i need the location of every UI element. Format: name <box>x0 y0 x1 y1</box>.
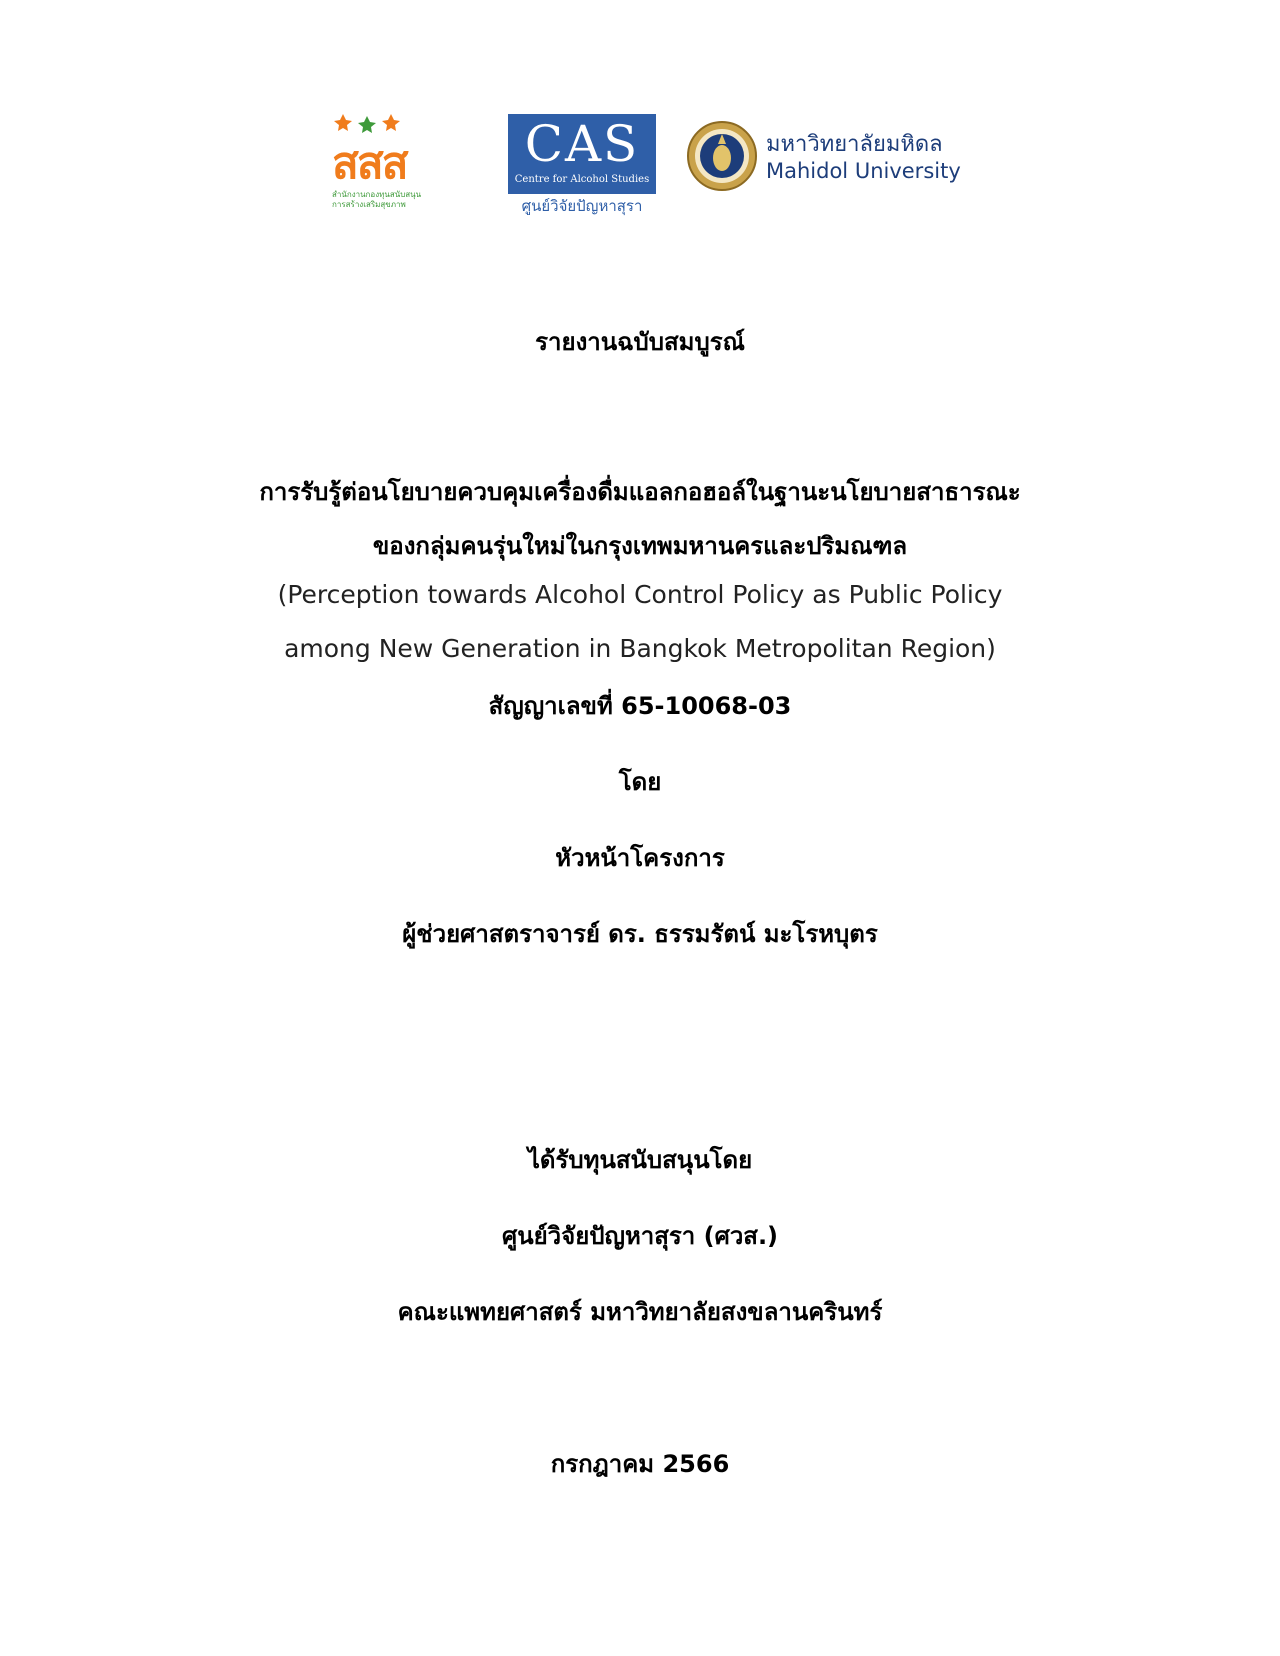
thaihealth-subtitle-line2: การสร้างเสริมสุขภาพ <box>332 200 406 209</box>
contract-number: สัญญาเลขที่ 65-10068-03 <box>488 692 792 720</box>
logo-strip <box>330 108 1010 228</box>
mahidol-logo <box>686 120 986 200</box>
funder-name: ศูนย์วิจัยปัญหาสุรา (ศวส.) <box>501 1222 779 1250</box>
title-thai-line1: การรับรู้ต่อนโยบายควบคุมเครื่องดื่มแอลกอฮอล์ในฐานะนโยบายสาธารณะ <box>259 478 1021 506</box>
funded-by-label: ได้รับทุนสนับสนุนโดย <box>527 1146 753 1174</box>
cas-logo <box>508 114 656 224</box>
thaihealth-wordmark: สสส <box>332 138 407 189</box>
funder-faculty: คณะแพทยศาสตร์ มหาวิทยาลัยสงขลานครินทร์ <box>397 1298 883 1326</box>
mahidol-thai-name: มหาวิทยาลัยมหิดล <box>766 132 943 157</box>
report-type: รายงานฉบับสมบูรณ์ <box>535 328 745 356</box>
report-date: กรกฎาคม 2566 <box>550 1450 730 1478</box>
thaihealth-logo <box>330 112 460 224</box>
title-thai-line2: ของกลุ่มคนรุ่นใหม่ในกรุงเทพมหานครและปริมณฑล <box>372 532 908 560</box>
thaihealth-subtitle-line1: สำนักงานกองทุนสนับสนุน <box>332 190 422 199</box>
cas-wordmark: CAS <box>524 115 640 173</box>
thaihealth-subtitle <box>332 190 462 210</box>
title-english-line1: (Perception towards Alcohol Control Policy as Public Policy <box>277 580 1003 609</box>
mahidol-seal-icon <box>686 120 758 192</box>
cas-thai-name: ศูนย์วิจัยปัญหาสุรา <box>521 197 643 215</box>
title-english-line2: among New Generation in Bangkok Metropolitan Region) <box>284 634 996 663</box>
project-lead-label: หัวหน้าโครงการ <box>555 844 725 872</box>
mahidol-english-name: Mahidol University <box>766 159 961 183</box>
cas-english-name: Centre for Alcohol Studies <box>514 174 650 185</box>
project-lead-name: ผู้ช่วยศาสตราจารย์ ดร. ธรรมรัตน์ มะโรหบุตร <box>402 920 878 948</box>
by-label: โดย <box>618 768 662 796</box>
